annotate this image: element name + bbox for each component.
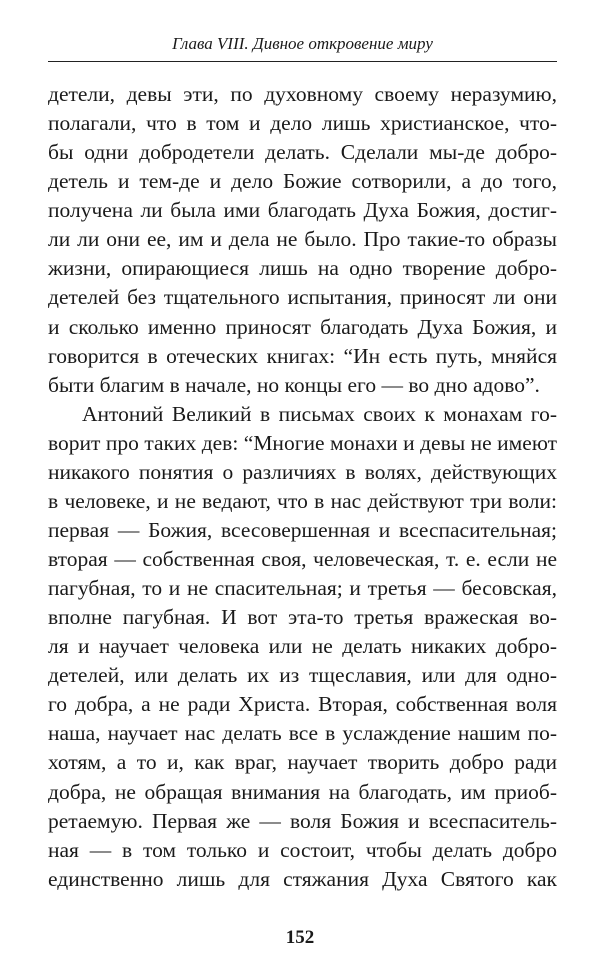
text-line: жизни, опирающиеся лишь на одно творение добро-	[48, 256, 557, 281]
text-line: бы одни добродетели делать. Сделали мы-де добро-	[48, 140, 557, 165]
text-line: ретаемую. Первая же — воля Божия и всеспаситель-	[48, 808, 557, 833]
text-line: детелей, или делать их из тщеславия, или для одно-	[48, 663, 557, 688]
header-rule	[48, 61, 557, 62]
text-line: вполне пагубная. И вот эта-то третья вражеская во-	[48, 605, 557, 630]
text-line: детели, девы эти, по духовному своему неразумию,	[48, 82, 557, 106]
text-line: ля и научает человека или не делать никаких добро-	[48, 634, 557, 659]
text-line: в человеке, и не ведают, что в нас действуют три воли:	[48, 488, 557, 513]
text-line: наша, научает нас делать все в услаждение нашим по-	[48, 721, 557, 746]
text-line: ворит про таких дев: “Многие монахи и девы не имеют	[48, 430, 557, 455]
text-line: Антоний Великий в письмах своих к монахам го-	[82, 401, 557, 426]
text-line: ли ли они ее, им и дела не было. Про такие-то образы	[48, 227, 557, 252]
text-line: полагали, что в том и дело лишь христианское, что-	[48, 111, 557, 136]
text-line: и сколько именно приносят благодать Духа Божия, и	[48, 314, 557, 339]
text-line: детелей без тщательного испытания, приносят ли они	[48, 285, 557, 310]
text-line: единственно лишь для стяжания Духа Святого как	[48, 866, 557, 891]
text-line: детель и тем-де и дело Божие сотворили, а до того,	[48, 169, 557, 194]
body-text	[48, 80, 557, 894]
text-line: добра, не обращая внимания на благодать, им приоб-	[48, 779, 557, 804]
text-line: го добра, а не ради Христа. Вторая, собственная воля	[48, 692, 557, 717]
text-line: вторая — собственная своя, человеческая, т. е. если не	[48, 547, 557, 571]
text-line: быти благим в начале, но концы его — во дно адово”.	[48, 372, 540, 397]
text-line: никакого понятия о различиях в волях, действующих	[48, 459, 557, 484]
running-header: Глава VIII. Дивное откровение миру	[172, 34, 433, 53]
text-line: первая — Божия, всесовершенная и всеспасительная;	[48, 517, 557, 542]
text-line: получена ли была ими благодать Духа Божия, достиг-	[48, 198, 557, 223]
text-line: говорится в отеческих книгах: “Ин есть путь, мняйся	[48, 343, 557, 368]
text-line: хотям, а то и, как враг, научает творить добро ради	[48, 750, 557, 775]
page-number: 152	[285, 927, 315, 948]
text-line: ная — в том только и состоит, чтобы делать добро	[48, 837, 557, 862]
text-line: пагубная, то и не спасительная; и третья — бесовская,	[48, 576, 557, 601]
